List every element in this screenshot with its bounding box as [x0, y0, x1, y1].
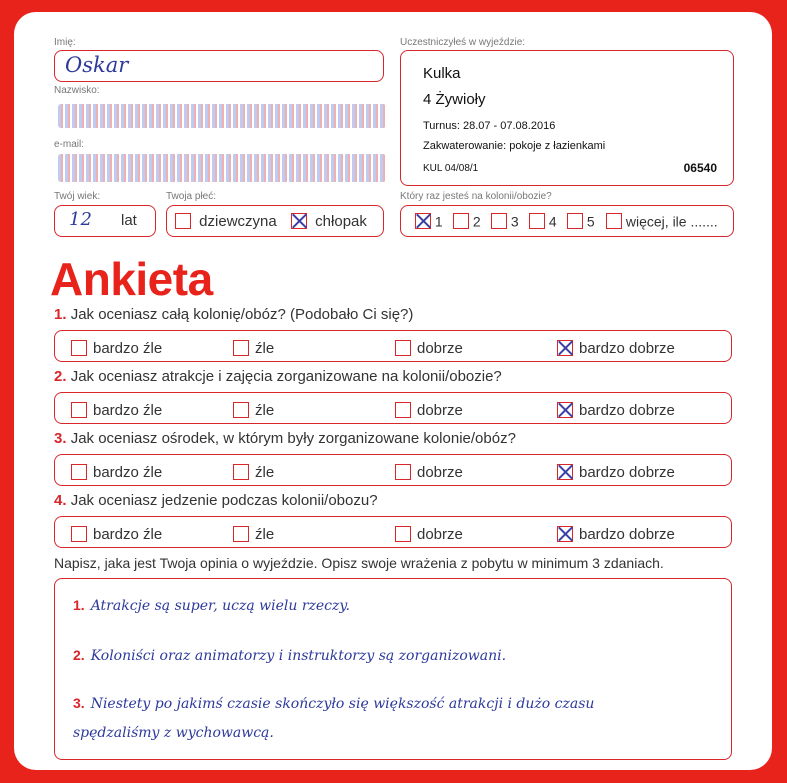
times-4-label: 4: [548, 213, 557, 230]
opinion-textarea[interactable]: [54, 578, 732, 760]
answer-very-good-checkbox[interactable]: [557, 340, 573, 356]
first-name-field[interactable]: [54, 50, 384, 82]
answer-very-good-label: bardzo dobrze: [579, 463, 675, 481]
answer-bad-label: źle: [255, 401, 275, 419]
answer-very-bad-label: bardzo źle: [93, 463, 163, 481]
answer-good-checkbox[interactable]: [395, 526, 411, 542]
times-3-checkbox[interactable]: [491, 213, 507, 229]
gender-label: Twoja płeć:: [166, 191, 217, 202]
answer-bad-checkbox[interactable]: [233, 526, 249, 542]
gender-female-checkbox[interactable]: [175, 213, 191, 229]
question-text: Jak oceniasz całą kolonię/obóz? (Podobało Ci się?): [70, 306, 414, 323]
opinion-line-2: 2. Koloniści oraz animatorzy i instruktorzy są zorganizowani.: [73, 647, 507, 664]
gender-field: [166, 205, 384, 237]
answer-bad-checkbox[interactable]: [233, 402, 249, 418]
times-1-checkbox[interactable]: [415, 213, 431, 229]
answer-very-good-label: bardzo dobrze: [579, 401, 675, 419]
page-title: Ankieta: [50, 253, 213, 305]
times-5-checkbox[interactable]: [567, 213, 583, 229]
question-number: 2.: [54, 368, 67, 385]
redacted-last-name: [58, 104, 386, 128]
opinion-line-3: 3. Niestety po jakimś czasie skończyło się większość atrakcji i dużo czasu: [73, 695, 595, 712]
turnus-label: Turnus:: [423, 120, 460, 132]
turnus-value: 28.07 - 07.08.2016: [462, 120, 556, 132]
answer-bad-checkbox[interactable]: [233, 464, 249, 480]
answer-very-good-checkbox[interactable]: [557, 402, 573, 418]
answer-very-good-label: bardzo dobrze: [579, 339, 675, 357]
times-5-label: 5: [586, 213, 595, 230]
email-label: e-mail:: [54, 139, 85, 150]
times-field: [400, 205, 734, 237]
answer-very-bad-checkbox[interactable]: [71, 340, 87, 356]
email-field[interactable]: [54, 150, 390, 186]
question-2: [54, 368, 734, 419]
question-text: Jak oceniasz ośrodek, w którym były zorganizowane kolonie/obóz?: [70, 430, 516, 447]
survey-card: [14, 12, 772, 770]
gender-male-checkbox[interactable]: [291, 213, 307, 229]
question-text: Jak oceniasz atrakcje i zajęcia zorganizowane na kolonii/obozie?: [70, 368, 502, 385]
answer-very-bad-label: bardzo źle: [93, 339, 163, 357]
first-name-value: Oskar: [65, 53, 129, 77]
answer-row: [54, 330, 732, 362]
answer-good-checkbox[interactable]: [395, 340, 411, 356]
last-name-label: Nazwisko:: [54, 85, 100, 96]
answer-very-bad-label: bardzo źle: [93, 401, 163, 419]
answer-very-good-checkbox[interactable]: [557, 526, 573, 542]
answer-bad-checkbox[interactable]: [233, 340, 249, 356]
answer-bad-label: źle: [255, 339, 275, 357]
answer-row: [54, 392, 732, 424]
redacted-email: [58, 154, 386, 182]
answer-very-bad-checkbox[interactable]: [71, 464, 87, 480]
times-more-checkbox[interactable]: [606, 213, 622, 229]
age-field[interactable]: [54, 205, 156, 237]
answer-very-bad-checkbox[interactable]: [71, 402, 87, 418]
accommodation-value: pokoje z łazienkami: [509, 140, 606, 152]
accommodation-label: Zakwaterowanie:: [423, 140, 507, 152]
times-1-label: 1: [434, 213, 443, 230]
answer-good-checkbox[interactable]: [395, 464, 411, 480]
trip-label: Uczestniczyłeś w wyjeździe:: [400, 37, 526, 48]
opinion-line-1: 1. Atrakcje są super, uczą wielu rzeczy.: [73, 597, 350, 614]
answer-very-good-checkbox[interactable]: [557, 464, 573, 480]
answer-good-label: dobrze: [417, 525, 463, 543]
answer-row: [54, 454, 732, 486]
times-3-label: 3: [510, 213, 519, 230]
answer-very-bad-label: bardzo źle: [93, 525, 163, 543]
answer-good-label: dobrze: [417, 463, 463, 481]
answer-bad-label: źle: [255, 525, 275, 543]
answer-very-good-label: bardzo dobrze: [579, 525, 675, 543]
trip-info-box: [400, 50, 734, 186]
answer-row: [54, 516, 732, 548]
age-value: 12: [69, 209, 92, 230]
opinion-prompt: Napisz, jaka jest Twoja opinia o wyjeździe. Opisz swoje wrażenia z pobytu w minimum 3 zdaniach.: [54, 555, 664, 571]
question-4: [54, 492, 734, 543]
times-label: Który raz jesteś na kolonii/obozie?: [400, 191, 552, 202]
answer-good-checkbox[interactable]: [395, 402, 411, 418]
times-4-checkbox[interactable]: [529, 213, 545, 229]
answer-bad-label: źle: [255, 463, 275, 481]
age-label: Twój wiek:: [54, 191, 101, 202]
question-1: [54, 306, 734, 357]
trip-number: 06540: [683, 161, 717, 175]
times-more-label: więcej, ile .......: [625, 213, 718, 230]
trip-subtitle: 4 Żywioły: [423, 91, 486, 108]
trip-name: Kulka: [423, 65, 461, 82]
age-unit: lat: [121, 212, 137, 229]
times-2-checkbox[interactable]: [453, 213, 469, 229]
opinion-line-4: spędzaliśmy z wychowawcą.: [73, 725, 274, 741]
trip-code: KUL 04/08/1: [423, 163, 479, 174]
first-name-label: Imię:: [54, 37, 76, 48]
question-text: Jak oceniasz jedzenie podczas kolonii/obozu?: [70, 492, 378, 509]
times-2-label: 2: [472, 213, 481, 230]
question-3: [54, 430, 734, 481]
last-name-field[interactable]: [54, 98, 390, 136]
question-number: 3.: [54, 430, 67, 447]
gender-female-label: dziewczyna: [199, 212, 277, 230]
question-number: 1.: [54, 306, 67, 323]
answer-good-label: dobrze: [417, 401, 463, 419]
answer-very-bad-checkbox[interactable]: [71, 526, 87, 542]
question-number: 4.: [54, 492, 67, 509]
gender-male-label: chłopak: [315, 212, 367, 230]
answer-good-label: dobrze: [417, 339, 463, 357]
